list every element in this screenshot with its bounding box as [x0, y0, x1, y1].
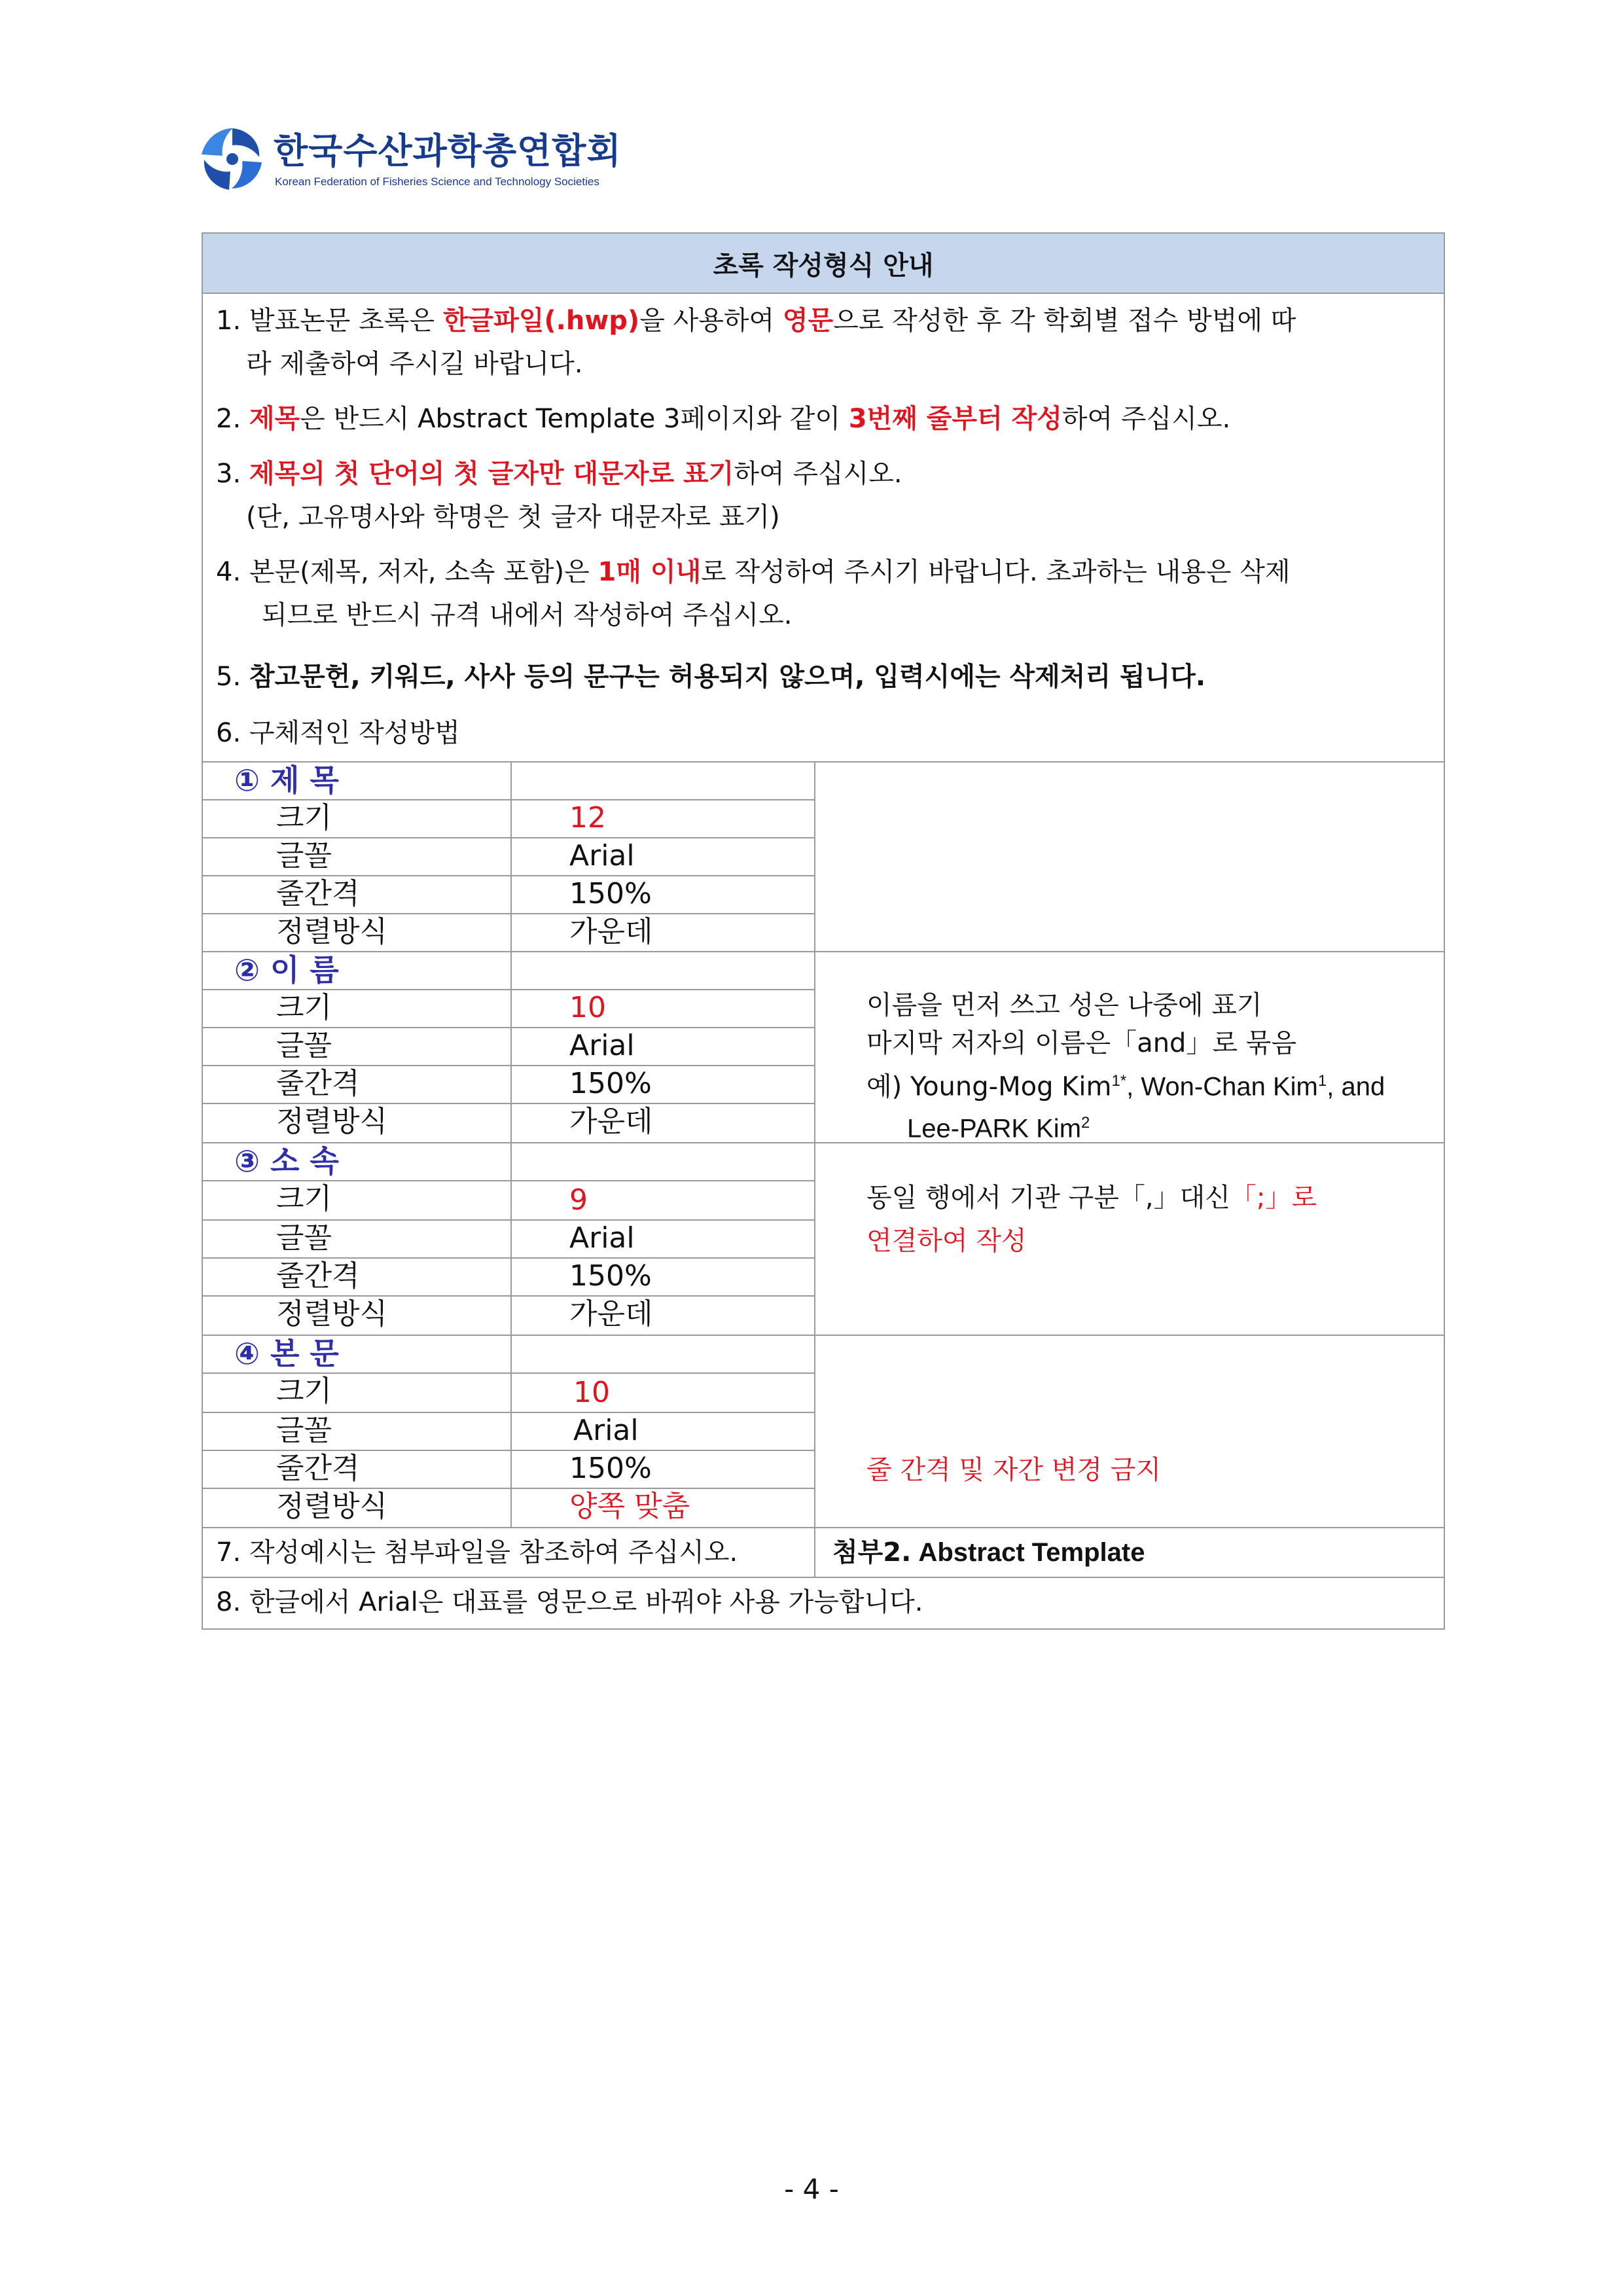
instruction-3: 3. 제목의 첫 단어의 첫 글자만 대문자로 표기하여 주십시오. [216, 459, 902, 489]
value-align: 가운데 [569, 1297, 653, 1331]
instruction-6: 6. 구체적인 작성방법 [216, 718, 460, 748]
instruction-4-cont: 되므로 반드시 규격 내에서 작성하여 주십시오. [262, 600, 793, 630]
page-number: - 4 - [784, 2173, 839, 2205]
name-note-4: Lee-PARK Kim$^2$ [907, 1114, 1090, 1143]
affiliation-note-2: 연결하여 작성 [866, 1226, 1027, 1256]
name-note-3: 예) Young-Mog Kim$^{1*}$, Won-Chan Kim$^1$, and [866, 1071, 1385, 1102]
label-font: 글꼴 [276, 839, 332, 872]
logo [196, 118, 622, 203]
value-size: 10 [569, 991, 606, 1024]
instruction-4: 4. 본문(제목, 저자, 소속 포함)은 1매 이내로 작성하여 주시기 바랍니다. 초과하는 내용은 삭제 [216, 557, 1291, 587]
label-spacing: 줄간격 [276, 1452, 360, 1485]
label-font: 글꼴 [276, 1414, 332, 1447]
label-align: 정렬방식 [276, 915, 388, 948]
affiliation-note-1: 동일 행에서 기관 구분「,」대신「;」로 [866, 1183, 1317, 1213]
label-size: 크기 [276, 1182, 332, 1215]
value-spacing: 150% [569, 1067, 652, 1100]
section-title-title: ① 제 목 [234, 762, 339, 798]
instruction-1-cont: 라 제출하여 주시길 바랍니다. [246, 349, 583, 379]
value-font: Arial [569, 839, 635, 872]
label-spacing: 줄간격 [276, 877, 360, 910]
instruction-1: 1. 발표논문 초록은 한글파일(.hwp)을 사용하여 영문으로 작성한 후 각 학회별 접수 방법에 따 [216, 306, 1296, 336]
value-font: Arial [573, 1414, 639, 1447]
instruction-2: 2. 제목은 반드시 Abstract Template 3페이지와 같이 3번째 줄부터 작성하여 주십시오. [216, 404, 1231, 434]
value-spacing: 150% [569, 1259, 652, 1293]
attachment-ref: 첨부2. Abstract Template [832, 1537, 1145, 1568]
value-align: 가운데 [569, 915, 653, 948]
section-title-affiliation: ③ 소 속 [234, 1143, 339, 1179]
guide-box [202, 232, 1445, 1630]
instruction-5: 5. 참고문헌, 키워드, 사사 등의 문구는 허용되지 않으며, 입력시에는 삭제처리 됩니다. [216, 662, 1206, 692]
instruction-7: 7. 작성예시는 첨부파일을 참조하여 주십시오. [216, 1537, 738, 1568]
label-align: 정렬방식 [276, 1490, 388, 1523]
name-note-2: 마지막 저자의 이름은「and」로 묶음 [866, 1028, 1297, 1058]
label-align: 정렬방식 [276, 1105, 388, 1138]
logo-name: 한국수산과학총연합회 [274, 130, 622, 171]
guide-title: 초록 작성형식 안내 [203, 234, 1444, 294]
value-size: 10 [573, 1376, 610, 1409]
value-size: 12 [569, 801, 606, 834]
value-spacing: 150% [569, 877, 652, 910]
value-align: 양쪽 맞춤 [569, 1490, 690, 1523]
label-size: 크기 [276, 1374, 332, 1408]
value-font: Arial [569, 1221, 635, 1255]
label-size: 크기 [276, 801, 332, 834]
value-size: 9 [569, 1183, 588, 1217]
section-title-name: ② 이 름 [234, 952, 339, 988]
name-note-1: 이름을 먼저 쓰고 성은 나중에 표기 [866, 990, 1262, 1020]
label-font: 글꼴 [276, 1029, 332, 1062]
section-title-body: ④ 본 문 [234, 1336, 339, 1371]
label-spacing: 줄간격 [276, 1259, 360, 1293]
label-spacing: 줄간격 [276, 1067, 360, 1100]
value-align: 가운데 [569, 1105, 653, 1138]
instruction-3-note: (단, 고유명사와 학명은 첫 글자 대문자로 표기) [246, 502, 780, 532]
body-note: 줄 간격 및 자간 변경 금지 [866, 1455, 1161, 1485]
logo-subtitle: Korean Federation of Fisheries Science and Technology Societies [275, 175, 599, 188]
label-font: 글꼴 [276, 1221, 332, 1255]
label-align: 정렬방식 [276, 1297, 388, 1331]
value-font: Arial [569, 1029, 635, 1062]
instruction-8: 8. 한글에서 Arial은 대표를 영문으로 바꿔야 사용 가능합니다. [216, 1587, 923, 1617]
swirl-logo-icon [196, 123, 268, 195]
label-size: 크기 [276, 991, 332, 1024]
value-spacing: 150% [569, 1452, 652, 1485]
